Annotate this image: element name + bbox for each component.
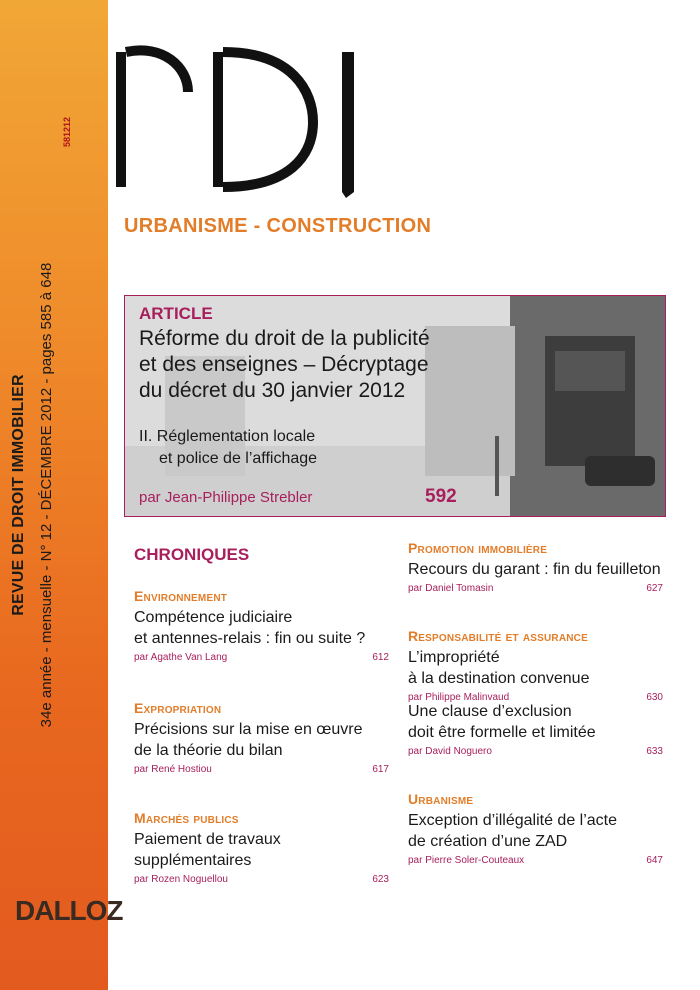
chronique-item[interactable] (408, 628, 663, 703)
item-page: 623 (372, 874, 389, 885)
item-title: Exception d’illégalité de l’acte de création d’une ZAD (408, 812, 618, 850)
spine-issue-info: 34e année - mensuelle - N° 12 - DÉCEMBRE 2012 - pages 585 à 648 (38, 262, 55, 728)
item-author: par Agathe Van Lang (134, 652, 228, 663)
article-label: ARTICLE (139, 304, 213, 323)
chronique-item[interactable] (134, 588, 389, 700)
rdi-logo (108, 22, 368, 202)
item-title: Précisions sur la mise en œuvre de la théorie du bilan (134, 721, 363, 759)
section-heading: Responsabilité et assurance (408, 628, 588, 644)
chronique-item[interactable] (134, 700, 389, 810)
item-page: 612 (372, 652, 389, 663)
chronique-item[interactable] (134, 810, 389, 885)
item-author: par René Hostiou (134, 764, 212, 775)
section-heading: Marchés publics (134, 810, 239, 826)
item-author: par Daniel Tomasin (408, 583, 494, 594)
item-title: Une clause d’exclusion doit être formelle et limitée (408, 703, 596, 741)
chronique-item[interactable] (408, 701, 663, 791)
article-title: Réforme du droit de la publicité et des enseignes – Décryptage du décret du 30 janvier 2012 (139, 327, 430, 402)
item-page: 633 (646, 746, 663, 757)
spine-text (4, 5, 104, 985)
item-title: Paiement de travaux supplémentaires (134, 831, 281, 869)
item-author: par David Noguero (408, 746, 492, 757)
item-page: 627 (646, 583, 663, 594)
item-page: 647 (646, 855, 663, 866)
publisher-logo: DALLOZ (15, 895, 123, 926)
article-subtitle: II. Réglementation locale et police de l’affichage (139, 428, 318, 467)
section-heading: Expropriation (134, 700, 222, 716)
section-heading: Urbanisme (408, 791, 474, 807)
featured-article[interactable] (124, 295, 666, 517)
chroniques-left-column (134, 588, 389, 885)
spine-band (0, 0, 123, 990)
section-subtitle: URBANISME - CONSTRUCTION (124, 215, 432, 237)
item-page: 617 (372, 764, 389, 775)
item-title: Recours du garant : fin du feuilleton (408, 561, 661, 578)
chroniques-heading: CHRONIQUES (134, 545, 250, 564)
item-title: Compétence judiciaire et antennes-relais : fin ou suite ? (134, 609, 366, 647)
item-title: L’impropriété à la destination convenue (408, 649, 590, 687)
chronique-item[interactable] (408, 791, 663, 866)
spine-code: 581212 (62, 117, 72, 148)
item-author: par Pierre Soler-Couteaux (408, 855, 525, 866)
item-author: par Rozen Noguellou (134, 874, 228, 885)
article-page: 592 (425, 486, 457, 507)
chronique-item[interactable] (408, 540, 663, 628)
item-page: 630 (646, 692, 663, 703)
section-heading: Promotion immobilière (408, 540, 548, 556)
item-author: par Philippe Malinvaud (408, 692, 510, 703)
spine-journal-title: REVUE DE DROIT IMMOBILIER (10, 374, 27, 616)
section-heading: Environnement (134, 588, 228, 604)
chroniques-right-column (408, 540, 663, 866)
article-author: par Jean-Philippe Strebler (139, 489, 313, 506)
